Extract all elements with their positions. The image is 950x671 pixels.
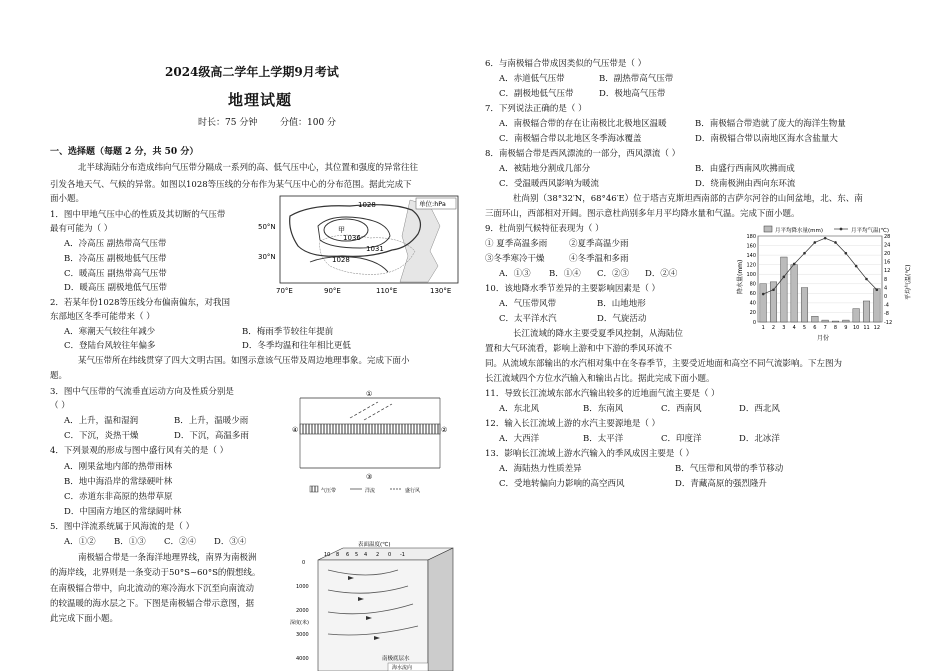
q11-option: D．西北风	[739, 404, 780, 414]
depth-label: 4000	[296, 656, 309, 662]
precip-bar	[843, 320, 850, 322]
q4-option: B．地中海沿岸的常绿硬叶林	[64, 477, 173, 487]
q6-option: B．副热带高气压带	[599, 74, 674, 84]
y-right-tick: 0	[884, 294, 888, 300]
isobar-label: 1036	[343, 234, 361, 242]
q13-option: D．青藏高原的强烈隆升	[675, 479, 767, 489]
y-left-label: 降水量(mm)	[737, 259, 744, 294]
q12-option: A．大西洋	[499, 434, 540, 444]
y-right-label: 平均气温(℃)	[905, 264, 912, 300]
lat-label: 50°N	[258, 223, 276, 231]
q6-stem: 6．与南极辐合带成因类似的气压带是（ ）	[485, 59, 647, 69]
temp-line	[763, 238, 877, 294]
q6-option: A．赤道低气压带	[499, 74, 565, 84]
passage-line: 在南极辐合带中，向北流动的寒冷海水下沉至向南流动	[50, 584, 255, 594]
temp-label: -1	[400, 552, 405, 558]
precip-bar	[832, 321, 839, 322]
precip-bar	[791, 265, 798, 322]
intro-line: 北半球海陆分布造成纬向气压带分隔成一系列的高、低气压中心，其位置和强度的异常往往	[78, 163, 419, 173]
y-left-tick: 100	[746, 272, 756, 279]
section-heading: 一、选择题（每题 2 分，共 50 分）	[50, 147, 199, 157]
q9-option: ① 夏季高温多雨	[485, 239, 548, 249]
q13-stem: 13．影响长江流域上游水汽输入的季风成因主要是（ ）	[485, 449, 695, 459]
q10-option: A．气压带风带	[499, 299, 557, 309]
q9-option: ③冬季寒冷干燥	[485, 254, 545, 264]
lat-label: 30°N	[258, 253, 276, 261]
q5-stem: 5．图中洋流系统属于风海流的是（ ）	[50, 522, 195, 532]
x-axis-label: 月份	[817, 335, 830, 342]
y-right-tick: 12	[884, 268, 891, 275]
q2-stem: 2．若某年份1028等压线分布偏南偏东，对我国	[50, 298, 231, 308]
legend-label: 洋流	[365, 488, 376, 494]
temp-point	[855, 265, 858, 268]
q13-option: C．受地转偏向力影响的高空西风	[499, 479, 625, 489]
x-tick: 11	[863, 325, 870, 331]
passage-line: 某气压带所在纬线贯穿了四大文明古国。如图示意该气压带及周边地理事象。完成下面小	[78, 356, 410, 366]
passage-line: 的较温暖的海水层之下。下图是南极辐合带示意图，据	[50, 599, 255, 609]
q10-option: D．气旋活动	[597, 314, 647, 324]
passage-line: 南极辐合带是一条海洋地理界线，南界为南极洲	[78, 553, 257, 563]
temp-point	[814, 241, 817, 244]
q1-stem: 1．图中甲地气压中心的性质及其切断的气压带	[50, 210, 226, 220]
q6-option: C．副极地低气压带	[499, 89, 574, 99]
precip-bar	[822, 320, 829, 322]
q1-option: D．暖高压 副极地低气压带	[64, 283, 168, 293]
q2-option: C．登陆台风较往年偏多	[64, 341, 156, 351]
temp-point	[772, 288, 775, 291]
q2-option: B．梅雨季节较往年提前	[242, 327, 334, 337]
q10-stem: 10．该地降水季节差异的主要影响因素是（ ）	[485, 284, 661, 294]
y-left-tick: 120	[746, 262, 756, 269]
temp-point	[834, 241, 837, 244]
passage-line: 题。	[50, 371, 68, 381]
q10-option: B．山地地形	[597, 299, 646, 309]
passage-line: 置和大气环流看，影响上游和中下游的季风环流不	[485, 344, 673, 354]
antarctic-convergence-diagram	[288, 540, 468, 671]
flow-label: 海水流向	[392, 665, 413, 671]
temp-point	[865, 278, 868, 281]
y-left-tick: 60	[749, 291, 756, 298]
q2-stem: 东部地区冬季可能带来（ ）	[50, 312, 155, 322]
legend-swatch-precip	[764, 226, 772, 232]
temp-label: 0	[388, 552, 392, 558]
y-left-tick: 0	[752, 319, 756, 326]
q9-choice: C．②③	[597, 269, 630, 279]
x-tick: 7	[823, 325, 827, 331]
q3-option: C．下沉，炎热干燥	[64, 431, 139, 441]
belt-marker: ④	[292, 426, 299, 434]
temp-label: 4	[364, 552, 368, 558]
q9-choice: A．①③	[499, 269, 531, 279]
belt-marker: ②	[441, 426, 448, 434]
y-right-tick: -12	[884, 319, 893, 326]
q1-option: C．暖高压 副热带高气压带	[64, 269, 167, 279]
lon-label: 110°E	[376, 287, 398, 295]
x-tick: 9	[844, 325, 848, 331]
y-left-tick: 80	[749, 281, 756, 288]
isobar-label: 1028	[332, 256, 350, 264]
q9-choice: B．①④	[549, 269, 581, 279]
q9-stem: 9．杜尚别气候特征表现为（ ）	[485, 224, 604, 234]
x-tick: 5	[802, 325, 807, 331]
q7-option: C．南极辐合带以北地区冬季海冰覆盖	[499, 134, 642, 144]
q5-option: A．①②	[64, 537, 96, 547]
q4-option: D．中国南方地区的常绿阔叶林	[64, 507, 182, 517]
precip-bar	[770, 282, 777, 322]
depth-label: 2000	[296, 608, 309, 614]
passage-line: 杜尚别（38°32′N，68°46′E）位于塔吉克斯坦西南部的吉萨尔河谷的山间盆地，北、东、南	[513, 194, 863, 204]
q12-option: B．太平洋	[583, 434, 624, 444]
q1-option: B．冷高压 副极地低气压带	[64, 254, 167, 264]
y-right-tick: 8	[884, 276, 888, 283]
belt-marker: ①	[366, 390, 373, 398]
temp-point	[845, 252, 848, 255]
precip-bar	[801, 288, 808, 322]
temp-label: 5	[355, 552, 359, 558]
q4-option: A．刚果盆地内部的热带雨林	[64, 462, 173, 472]
dushanbe-climate-chart	[732, 222, 912, 342]
q10-option: C．太平洋水汽	[499, 314, 557, 324]
q12-option: D．北冰洋	[739, 434, 780, 444]
y-right-tick: 20	[884, 251, 891, 257]
q8-stem: 8．南极辐合带是西风漂流的一部分，西风漂流（ ）	[485, 149, 681, 159]
legend-label: 月平均气温(℃)	[851, 228, 889, 234]
q5-option: C．②④	[164, 537, 197, 547]
q8-option: A．被陆地分割成几部分	[499, 164, 591, 174]
q7-option: A．南极辐合带的存在让南极比北极地区温暖	[499, 119, 667, 129]
temp-point	[793, 263, 796, 266]
q12-stem: 12．输入长江流域上游的水汽主要源地是（ ）	[485, 419, 661, 429]
belt-marker: ③	[366, 473, 373, 481]
center-label: 甲	[338, 226, 345, 234]
y-left-tick: 20	[749, 310, 756, 317]
q12-option: C．印度洋	[661, 434, 702, 444]
q3-option: A．上升，温和湿润	[64, 416, 139, 426]
precip-bar	[781, 257, 788, 322]
temp-point	[876, 288, 879, 291]
q3-option: B．上升，温暖少雨	[174, 416, 249, 426]
q4-stem: 4．下列景观的形成与图中盛行风有关的是（ ）	[50, 446, 229, 456]
q7-option: D．南极辐合带以南地区海水含盐量大	[695, 134, 838, 144]
lon-label: 70°E	[276, 287, 293, 295]
x-tick: 6	[813, 325, 817, 331]
q5-option: D．③④	[214, 537, 247, 547]
x-tick: 12	[873, 325, 881, 331]
isobar-label: 1031	[366, 245, 384, 253]
depth-label: 1000	[296, 584, 309, 590]
y-right-tick: 28	[884, 233, 891, 240]
precip-bar	[853, 309, 860, 322]
legend-label: 盛行风	[405, 488, 421, 494]
q11-option: C．西南风	[661, 404, 702, 414]
precip-bar	[874, 289, 881, 322]
time-label: 时长：75 分钟	[198, 118, 258, 128]
passage-line: 三面环山，西部相对开阔。图示意杜尚别多年月平均降水量和气温。完成下面小题。	[485, 209, 800, 219]
precip-bar	[863, 301, 870, 322]
intro-line: 引发各地天气、气候的异常。如图以1028等压线的分布作为某气压中心的分布范围。据此完成下	[50, 180, 412, 190]
precip-bar	[760, 284, 767, 322]
passage-line: 同。从流域东部输出的水汽相对集中在冬春季节，主要受近地面和高空不同气流影响。下左图为	[485, 359, 843, 369]
y-right-tick: -4	[884, 302, 889, 309]
q4-option: C．赤道东非高原的热带草原	[64, 492, 173, 502]
q6-option: D．极地高气压带	[599, 89, 666, 99]
y-right-tick: 24	[884, 242, 891, 249]
q1-stem: 最有可能为（ ）	[50, 224, 113, 234]
q7-option: B．南极辐合带造就了庞大的海洋生物量	[695, 119, 846, 129]
score-label: 分值：100 分	[280, 118, 337, 128]
deep-water-label: 南极底层水	[382, 656, 410, 662]
q8-option: D．绕南极洲由西向东环流	[695, 179, 796, 189]
q2-option: A．寒潮天气较往年减少	[64, 327, 156, 337]
y-right-tick: 4	[884, 285, 888, 292]
lon-label: 90°E	[324, 287, 341, 295]
precip-bar	[812, 316, 819, 322]
q2-option: D．冬季均温和往年相比更低	[242, 341, 351, 351]
q3-stem: 3．图中气压带的气流垂直运动方向及性质分别是	[50, 387, 234, 397]
q11-stem: 11．导致长江流域东部水汽输出较多的近地面气流主要是（ ）	[485, 389, 720, 399]
y-right-tick: -8	[884, 311, 889, 318]
legend-label: 气压带	[321, 488, 337, 494]
q13-option: B．气压带和风带的季节移动	[675, 464, 784, 474]
q11-option: B．东南风	[583, 404, 624, 414]
y-left-tick: 160	[746, 243, 756, 250]
passage-line: 长江流域的降水主要受夏季风控制，从海陆位	[513, 329, 684, 339]
q8-option: B．由盛行西南风吹拂而成	[695, 164, 795, 174]
passage-line: 的海岸线，北界则是一条变动于50°S~60°S的假想线。	[50, 568, 261, 578]
y-right-tick: 16	[884, 259, 891, 266]
x-tick: 8	[833, 325, 838, 331]
intro-line: 面小题。	[50, 194, 85, 204]
subject-title: 地理试题	[228, 91, 293, 109]
temp-label: 6	[346, 552, 350, 558]
q7-stem: 7．下列说法正确的是（ ）	[485, 104, 587, 114]
depth-label: 0	[302, 560, 306, 566]
depth-label: 3000	[296, 632, 309, 638]
temp-label: 8	[336, 552, 340, 558]
q8-option: C．受温暖西风影响为暖流	[499, 179, 600, 189]
x-tick: 3	[782, 325, 786, 331]
q3-stem: （ ）	[50, 401, 70, 411]
isobar-label: 1028	[358, 201, 376, 209]
q11-option: A．东北风	[499, 404, 540, 414]
lon-label: 130°E	[430, 287, 452, 295]
temp-point	[762, 293, 765, 296]
y-left-tick: 180	[746, 233, 756, 240]
q9-option: ②夏季高温少雨	[569, 239, 629, 249]
top-label: 表面温度(℃)	[358, 542, 391, 548]
temp-point	[783, 276, 786, 279]
legend-label: 月平均降水量(mm)	[775, 228, 824, 234]
exam-title: 2024级高二学年上学期9月考试	[165, 65, 339, 79]
q9-choice: D．②④	[645, 269, 678, 279]
temp-point	[803, 252, 806, 255]
temp-label: 10	[324, 552, 331, 558]
pressure-center-map	[258, 196, 458, 296]
x-tick: 4	[792, 325, 796, 331]
y-left-tick: 40	[749, 300, 756, 307]
y-left-tick: 140	[746, 252, 756, 259]
q13-option: A．海陆热力性质差异	[499, 464, 582, 474]
depth-axis-label: 深度(米)	[290, 620, 309, 626]
passage-line: 长江流域四个方位水汽输入和输出占比。据此完成下面小题。	[485, 374, 715, 384]
temp-label: 2	[376, 552, 380, 558]
q1-option: A．冷高压 副热带高气压带	[64, 239, 167, 249]
x-tick: 2	[771, 325, 776, 331]
temp-point	[824, 237, 827, 240]
unit-label: 单位:hPa	[419, 200, 446, 208]
x-tick: 1	[761, 325, 765, 331]
q5-option: B．①③	[114, 537, 146, 547]
pressure-belt-diagram	[290, 388, 450, 500]
legend-marker-temp	[840, 228, 843, 231]
q3-option: D．下沉，高温多雨	[174, 431, 249, 441]
passage-line: 此完成下面小题。	[50, 614, 119, 624]
x-tick: 10	[852, 325, 860, 331]
q9-option: ④冬季温和多雨	[569, 254, 629, 264]
